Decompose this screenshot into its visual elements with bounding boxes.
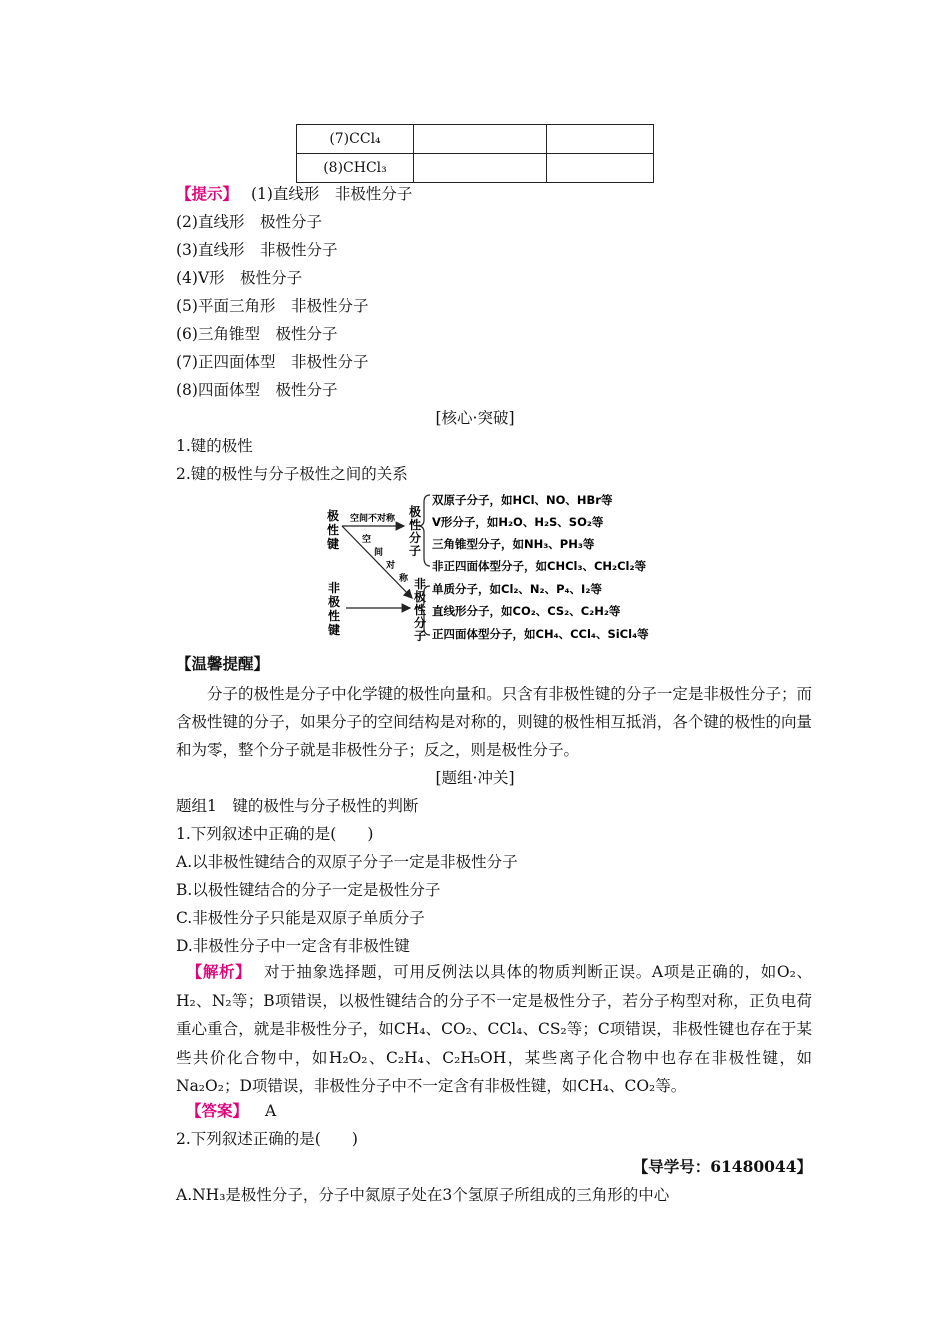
hint-first: (1)直线形 非极性分子 bbox=[250, 185, 413, 203]
hint-item: (7)正四面体型 非极性分子 bbox=[176, 353, 369, 371]
diagram-char: 键 bbox=[327, 623, 341, 637]
diagram-char: 性 bbox=[408, 518, 422, 532]
option-a: A.NH₃是极性分子，分子中氮原子处在3个氢原子所组成的三角形的中心 bbox=[176, 1186, 670, 1204]
molecule-table bbox=[296, 124, 654, 183]
diagram-char: 极 bbox=[408, 505, 422, 519]
table-row bbox=[297, 125, 654, 154]
diagram-char: 性 bbox=[326, 523, 340, 537]
diagram-char: 间 bbox=[374, 548, 384, 558]
table-cell bbox=[547, 125, 654, 154]
diagram-char: 性 bbox=[327, 609, 341, 623]
diagram-char: 极 bbox=[326, 509, 340, 523]
core-item: 2.键的极性与分子极性之间的关系 bbox=[176, 465, 408, 483]
diagram-char: 非 bbox=[327, 581, 341, 595]
diagram-char: 分 bbox=[408, 531, 422, 545]
answer-value: A bbox=[264, 1102, 277, 1120]
guide-number: 【导学号：61480044】 bbox=[632, 1157, 812, 1176]
diagram-char: 称 bbox=[399, 574, 409, 584]
nonpolar-example: 单质分子，如Cl₂、N₂、P₄、I₂等 bbox=[432, 582, 602, 596]
option-b: B.以极性键结合的分子一定是极性分子 bbox=[176, 881, 441, 899]
core-item: 1.键的极性 bbox=[176, 437, 253, 455]
hint-item: (8)四面体型 极性分子 bbox=[176, 381, 338, 399]
diagram-char: 分 bbox=[413, 616, 427, 630]
hint-tag: 【提示】 bbox=[176, 184, 239, 203]
table-cell bbox=[414, 125, 547, 154]
question-stem: 2.下列叙述正确的是( ) bbox=[176, 1130, 358, 1148]
analysis-tag: 【解析】 bbox=[186, 962, 252, 981]
option-c: C.非极性分子只能是双原子单质分子 bbox=[176, 909, 425, 927]
asym-label: 空间不对称 bbox=[350, 514, 396, 524]
nonpolar-example: 直线形分子，如CO₂、CS₂、C₂H₂等 bbox=[432, 604, 621, 618]
table-row bbox=[297, 154, 654, 183]
polar-bond-label bbox=[326, 508, 339, 551]
hint-item: (4)V形 极性分子 bbox=[176, 269, 303, 287]
nonpolar-example: 正四面体型分子，如CH₄、CCl₄、SiCl₄等 bbox=[432, 627, 649, 641]
diagram-char: 键 bbox=[326, 537, 340, 551]
diagram-char: 极 bbox=[413, 590, 427, 604]
tip-tag: 【温馨提醒】 bbox=[176, 654, 270, 673]
polar-example: 双原子分子，如HCl、NO、HBr等 bbox=[432, 493, 613, 507]
diagram-char: 子 bbox=[408, 544, 422, 558]
hint-line bbox=[176, 184, 412, 204]
question-stem: 1.下列叙述中正确的是( ) bbox=[176, 825, 374, 843]
hint-item: (2)直线形 极性分子 bbox=[176, 213, 322, 231]
polar-example: 三角锥型分子，如NH₃、PH₃等 bbox=[432, 537, 595, 551]
table-cell bbox=[547, 154, 654, 183]
diagram-char: 子 bbox=[413, 629, 427, 643]
answer-tag: 【答案】 bbox=[186, 1101, 249, 1120]
diagram-char: 空 bbox=[362, 535, 372, 545]
analysis-text: 对于抽象选择题，可用反例法以具体的物质判断正误。A项是正确的，如O₂、H₂、N₂等；B项错误，以极性键结合的分子不一定是极性分子，若分子构型对称，正负电荷重心重合，就是非极性分子，如CH₄、CO₂、CCl₄、CS₂等；C项错误，非极性键也存在于某些共价化合物中，如H₂O₂、C₂H₄、C₂H₅OH，某些离子化合物中也存在非极性键，如Na₂O₂；D项错误，非极性分子中不一定含有非极性键，如CH₄、CO₂等。 bbox=[176, 963, 812, 1095]
polarity-diagram bbox=[320, 490, 680, 646]
polar-example: 非正四面体型分子，如CHCl₃、CH₂Cl₂等 bbox=[432, 559, 647, 573]
answer-line bbox=[186, 1101, 276, 1121]
diagram-char: 对 bbox=[386, 561, 396, 571]
analysis-block bbox=[176, 958, 812, 1101]
tip-text: 分子的极性是分子中化学键的极性向量和。只含有非极性键的分子一定是非极性分子；而含极性键的分子，如果分子的空间结构是对称的，则键的极性相互抵消，各个键的极性的向量和为零，整个分子就是非极性分子；反之，则是极性分子。 bbox=[176, 685, 812, 759]
nonpolar-molecule-label bbox=[413, 576, 426, 643]
hint-item: (3)直线形 非极性分子 bbox=[176, 241, 338, 259]
diagram-char: 性 bbox=[413, 603, 427, 617]
table-cell: (7)CCl₄ bbox=[297, 125, 414, 154]
group-heading: [题组·冲关] bbox=[435, 769, 515, 787]
sym-arrow bbox=[342, 526, 412, 598]
core-heading: [核心·突破] bbox=[435, 409, 515, 427]
hint-item: (5)平面三角形 非极性分子 bbox=[176, 297, 369, 315]
table-cell: (8)CHCl₃ bbox=[297, 154, 414, 183]
polar-molecule-label bbox=[408, 504, 421, 558]
table-cell bbox=[414, 154, 547, 183]
diagram-char: 极 bbox=[327, 595, 341, 609]
option-d: D.非极性分子中一定含有非极性键 bbox=[176, 937, 410, 955]
sym-label bbox=[362, 533, 409, 584]
group-title: 题组1 键的极性与分子极性的判断 bbox=[176, 797, 419, 815]
diagram-char: 非 bbox=[413, 577, 427, 591]
option-a: A.以非极性键结合的双原子分子一定是非极性分子 bbox=[176, 853, 518, 871]
nonpolar-bond-label bbox=[327, 580, 340, 637]
hint-item: (6)三角锥型 极性分子 bbox=[176, 325, 338, 343]
polar-example: V形分子，如H₂O、H₂S、SO₂等 bbox=[432, 515, 604, 529]
